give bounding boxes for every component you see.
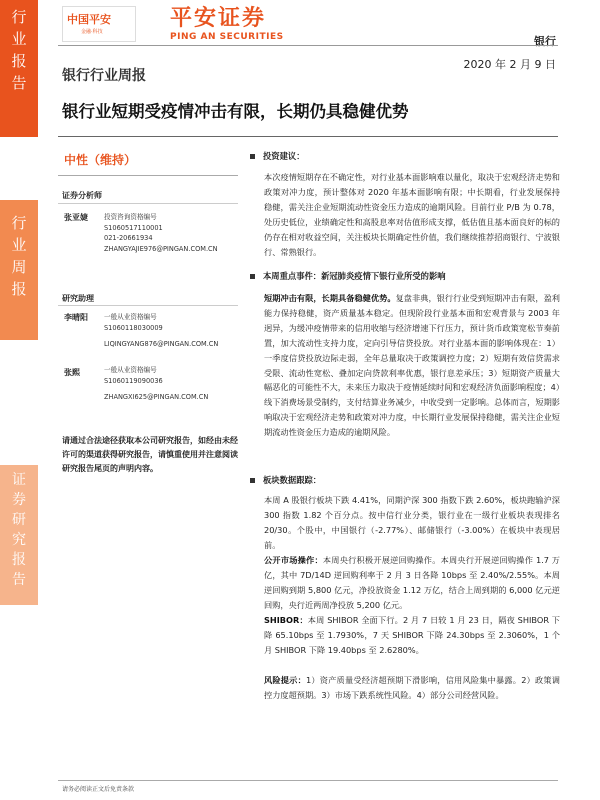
assistant-info: 一般从业资格编号 S1060118030009 LIQINGYANG876@PINGAN.COM.CN: [104, 313, 219, 348]
bullet-square-icon: [250, 274, 255, 279]
page-title: 银行业短期受疫情冲击有限，长期仍具稳健优势: [62, 102, 409, 121]
pingan-group-logo: 中国平安 金融·科技: [62, 6, 136, 42]
rating-badge: 中性（维持）: [64, 153, 137, 167]
header-divider: [58, 45, 558, 46]
side-label-bottom: 证 券 研 究 报 告: [12, 472, 26, 588]
footer-note: 请务必阅读正文后免责条款: [62, 786, 135, 793]
title-divider: [58, 136, 558, 137]
section-body: 公开市场操作：本周央行积极开展逆回购操作。本周央行开展逆回购操作 1.7 万亿，其中 7D/14D 逆回购利率于 2 月 3 日各降 10bps 至 2.40%/2.55%。本周逆回购到期 5,800 亿元，净投放资金 1.12 万亿，结合上周到期的 6,000 亿元逆回购，央行近两周净投放 5,200 亿元。: [264, 555, 560, 610]
section-heading: 投资建议：: [250, 150, 305, 162]
assistants-label: 研究助理: [62, 294, 94, 303]
analysts-label: 证券分析师: [62, 191, 102, 200]
analyst-info: 投资咨询资格编号 S1060517110001 021-20661934 ZHANGYAJIE976@PINGAN.COM.CN: [104, 213, 218, 253]
section-heading: 板块数据跟踪：: [250, 474, 321, 486]
assistants-divider: [58, 305, 238, 306]
side-label-top: 行 业 报 告: [11, 8, 27, 92]
analyst-name: 张亚婕: [64, 213, 88, 222]
sector-label: 银行: [534, 35, 556, 48]
side-label-middle: 行 业 周 报: [11, 214, 27, 298]
section-body: 风险提示：1）资产质量受经济超预期下滑影响，信用风险集中暴露。2）政策调控力度超预期。3）市场下跌系统性风险。4）部分公司经营风险。: [264, 675, 560, 700]
bullet-square-icon: [250, 478, 255, 483]
bullet-square-icon: [250, 154, 255, 159]
section-body: SHIBOR：本周 SHIBOR 全面下行。2 月 7 日较 1 月 23 日，隔夜 SHIBOR 下降 65.10bps 至 1.7930%，7 天 SHIBOR 下降 24.30bps 至 2.3060%，1 个月 SHIBOR 下降 19.40bps 至 2.6280%。: [264, 615, 560, 655]
assistant-name: 张熙: [64, 368, 80, 377]
section-body: 本次疫情短期存在不确定性，对行业基本面影响难以量化，取决于宏观经济走势和政策对冲力度，预计整体对 2020 年基本面影响有限；中长期看，行业发展保持稳健，需关注企业短期流动性资金压力造成的逾期风险。目前行业 P/B 为 0.78，处历史低位，业绩确定性和高股息率对估值形成支撑，低估值且基本面良好的标的仍存在相对收益空间，关注板块长期确定性价值，我们继续推荐招商银行、宁波银行、常熟银行。: [264, 172, 560, 257]
rating-divider: [58, 175, 238, 176]
section-heading: 本周重点事件：新冠肺炎疫情下银行业所受的影响: [250, 270, 446, 282]
assistant-name: 李晴阳: [64, 313, 88, 322]
assistant-info: 一般从业资格编号 S1060119090036 ZHANGXI625@PINGAN.COM.CN: [104, 366, 209, 401]
analysts-divider: [58, 203, 238, 204]
pingan-securities-logo: 平安证券 PING AN SECURITIES: [170, 6, 284, 42]
access-disclaimer: 请通过合法途径获取本公司研究报告，如经由未经许可的渠道获得研究报告，请慎重使用并注意阅读研究报告尾页的声明内容。: [62, 436, 238, 473]
report-date: 2020 年 2 月 9 日: [463, 58, 556, 71]
section-body: 本周 A 股银行板块下跌 4.41%，同期沪深 300 指数下跌 2.60%，板块跑输沪深 300 指数 1.82 个百分点。按中信行业分类，银行业在一级行业板块表现排名 20/30。个股中，中国银行（-2.77%）、邮储银行（-3.00%）在板块中表现居前。: [264, 495, 560, 550]
section-body: 短期冲击有限，长期具备稳健优势。复盘非典，银行行业受到短期冲击有限，盈利能力保持稳健，资产质量基本稳定。但现阶段行业基本面和宏观背景与 2003 年迥异，为缓冲疫情带来的信用收缩与经济增速下行压力，预计货币政策宽松节奏前置，加大流动性支持力度，定向引导信贷投放。对行业基本面的影响体现在：1）一季度信贷投放边际走弱，全年总量取决于政策调控力度；2）短期有效信贷需求受限、流动性宽松、叠加定向贷款利率优惠，银行息差承压；3）短期资产质量大幅恶化的可能性不大，未来压力取决于疫情延续时间和宏观经济负面影响程度；4）线下消费场景受制约，支付结算业务减少，中收受到一定影响。总体而言，短期影响取决于宏观经济走势和政策对冲力度，中长期行业发展保持稳健，需关注企业短期流动性资金压力造成的逾期风险。: [264, 293, 560, 438]
footer-divider: [58, 780, 558, 781]
report-series: 银行行业周报: [62, 68, 146, 84]
